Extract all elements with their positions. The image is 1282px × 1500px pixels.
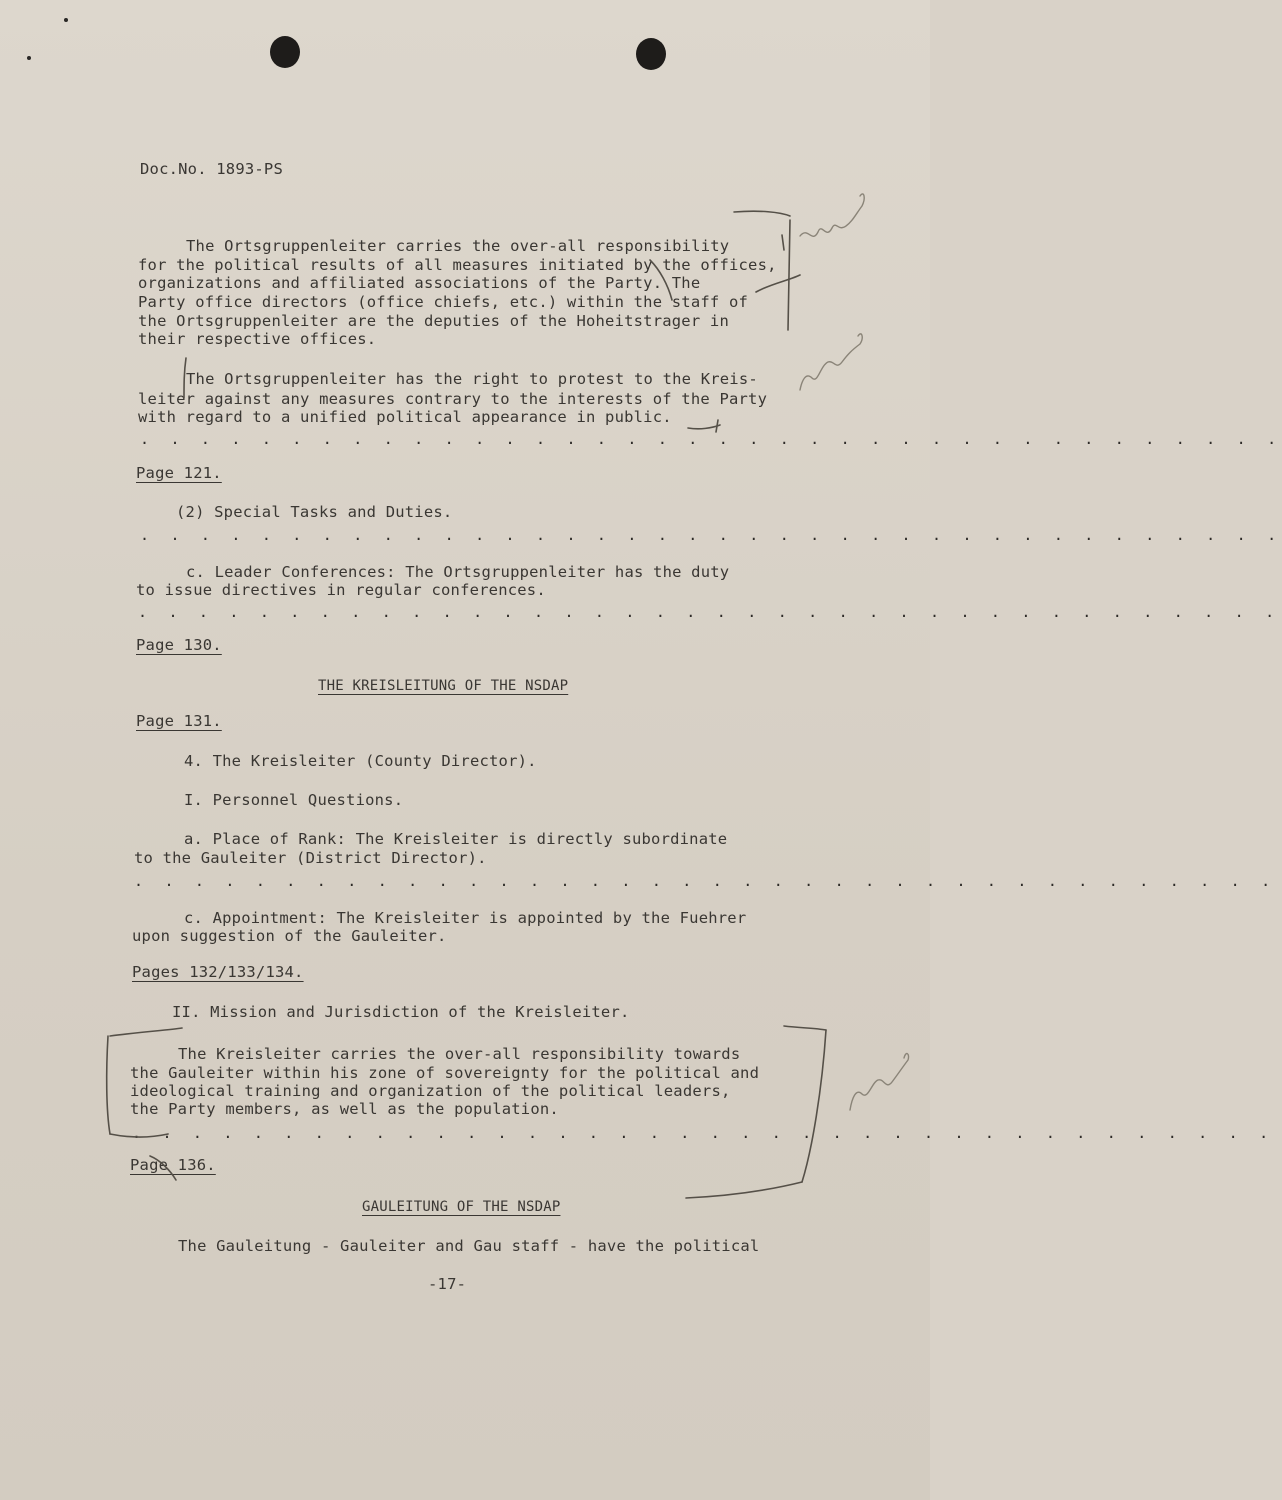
ellipsis-row: . . . . . . . . . . . . . . . . . . . . . . . . . . . . . . . . . . . . . . [140, 526, 1282, 544]
handwritten-note-red [800, 194, 864, 236]
para1-line: Party office directors (office chiefs, etc.) within the staff of [138, 293, 749, 311]
para1-line: the Ortsgruppenleiter are the deputies of the Hoheitstrager in [138, 312, 729, 330]
place-of-rank-line: a. Place of Rank: The Kreisleiter is directly subordinate [184, 830, 728, 848]
page-ref-130: Page 130. [136, 636, 222, 654]
handwritten-note-red [850, 1054, 909, 1110]
para1-line: The Ortsgruppenleiter carries the over-all responsibility [186, 237, 730, 255]
para2-line: with regard to a unified political appearance in public. [138, 408, 672, 426]
appointment-line: upon suggestion of the Gauleiter. [132, 927, 447, 945]
ink-speck [64, 18, 68, 22]
ellipsis-row: . . . . . . . . . . . . . . . . . . . . . . . . . . . . . . . . . . . . . . [138, 603, 1281, 621]
para1-line: for the political results of all measures initiated by the offices, [138, 256, 777, 274]
mission-line: The Kreisleiter carries the over-all responsibility towards [178, 1045, 741, 1063]
punch-hole-right [636, 38, 666, 70]
page-ref-131: Page 131. [136, 712, 222, 730]
special-tasks-heading: (2) Special Tasks and Duties. [176, 503, 453, 521]
doc-number: Doc.No. 1893-PS [140, 160, 283, 178]
item-ii-heading: II. Mission and Jurisdiction of the Kreisleiter. [172, 1003, 630, 1021]
para2-line: The Ortsgruppenleiter has the right to protest to the Kreis- [186, 370, 758, 388]
gauleitung-heading: GAULEITUNG OF THE NSDAP [362, 1199, 561, 1215]
para1-line: their respective offices. [138, 330, 377, 348]
para2-line: leiter against any measures contrary to the interests of the Party [138, 390, 768, 408]
appointment-line: c. Appointment: The Kreisleiter is appointed by the Fuehrer [184, 909, 747, 927]
leader-conf-line: c. Leader Conferences: The Ortsgruppenleiter has the duty [186, 563, 730, 581]
mission-line: the Gauleiter within his zone of sovereignty for the political and [130, 1064, 760, 1082]
kreisleitung-heading: THE KREISLEITUNG OF THE NSDAP [318, 678, 569, 694]
mission-line: the Party members, as well as the population. [130, 1100, 559, 1118]
page-ref-121: Page 121. [136, 464, 222, 482]
item-4-heading: 4. The Kreisleiter (County Director). [184, 752, 537, 770]
ink-speck [27, 56, 31, 60]
mission-line: ideological training and organization of the political leaders, [130, 1082, 731, 1100]
final-line: The Gauleitung - Gauleiter and Gau staff - have the political [178, 1237, 760, 1255]
page-ref-136: Page 136. [130, 1156, 216, 1174]
ellipsis-row: . . . . . . . . . . . . . . . . . . . . . . . . . . . . . . . . . . . . . . [134, 872, 1277, 890]
ellipsis-row: . . . . . . . . . . . . . . . . . . . . . . . . . . . . . . . . . . . . . . [132, 1124, 1275, 1142]
handwritten-note-red [800, 334, 862, 390]
place-of-rank-line: to the Gauleiter (District Director). [134, 849, 487, 867]
para1-line: organizations and affiliated associations of the Party. The [138, 274, 701, 292]
page-ref-132-134: Pages 132/133/134. [132, 963, 304, 981]
page-number: -17- [428, 1275, 467, 1293]
leader-conf-line: to issue directives in regular conferences. [136, 581, 546, 599]
punch-hole-left [270, 36, 300, 68]
item-i-heading: I. Personnel Questions. [184, 791, 404, 809]
ellipsis-row: . . . . . . . . . . . . . . . . . . . . . . . . . . . . . . . . . . . . . . [140, 430, 1282, 448]
